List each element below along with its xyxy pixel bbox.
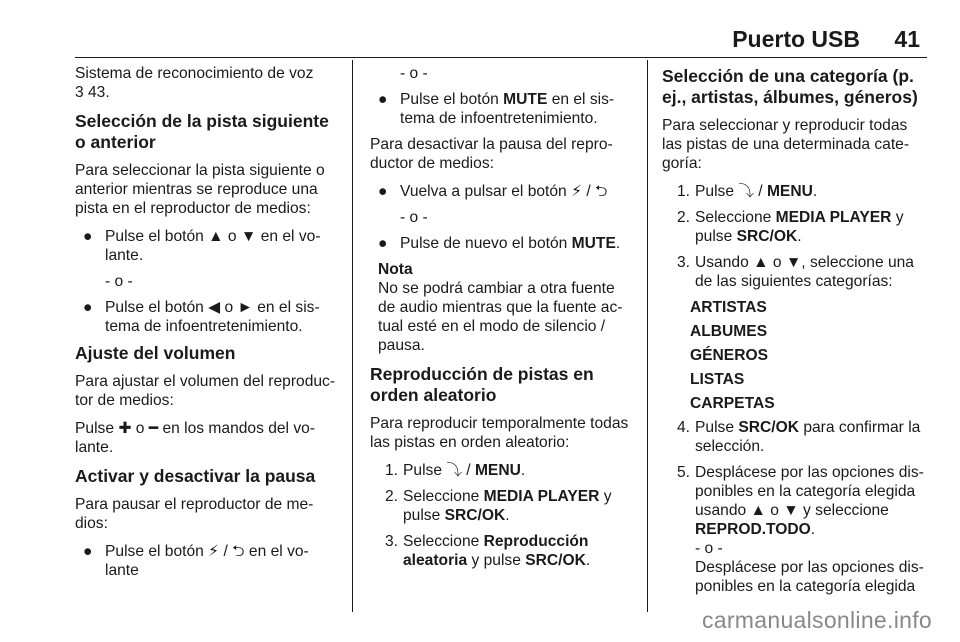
category-generos: GÉNEROS — [690, 347, 768, 364]
section-title: Puerto USB — [732, 26, 860, 52]
paragraph: Pulse ✚ o ━ en los mandos del vo- lante. — [75, 420, 316, 456]
intro-text: Sistema de reconocimiento de voz 3 43. — [75, 65, 314, 101]
header-rule — [75, 57, 927, 58]
bullet-icon: ● — [378, 91, 388, 108]
paragraph: Para ajustar el volumen del reproduc-tor de medios: — [75, 373, 336, 409]
heading-track-selection: Selección de la pista siguiente o anterior — [75, 111, 329, 152]
or-separator: - o - — [695, 540, 723, 557]
bullet-icon: ● — [378, 235, 388, 252]
paragraph: Para seleccionar la pista siguiente o anterior mientras se reproduce una pista en el reproductor de medios: — [75, 162, 325, 217]
heading-volume: Ajuste del volumen — [75, 343, 236, 363]
or-separator: - o - — [105, 273, 133, 290]
step-item: 3. Usando ▲ o ▼, seleccione una de las siguientes categorías: — [676, 254, 914, 290]
column-divider-2 — [647, 60, 648, 612]
note-box — [378, 260, 636, 355]
category-albumes: ALBUMES — [690, 323, 768, 340]
heading-random-playback: Reproducción de pistas en orden aleatorio — [370, 364, 594, 405]
paragraph: Para desactivar la pausa del repro-ductor de medios: — [370, 136, 613, 172]
list-item: ● Vuelva a pulsar el botón ⚡ / ⮌ — [370, 182, 636, 201]
note-text: No se podrá cambiar a otra fuente de audio mientras que la fuente ac-tual esté en el modo de silencio / pausa. — [378, 280, 623, 354]
list-item: ● Pulse el botón ▲ o ▼ en el vo- lante. — [75, 227, 343, 265]
bullet-icon: ● — [378, 183, 388, 200]
step-item: 5. Desplácese por las opciones dis-ponibles en la categoría elegida usando ▲ o ▼ y seleccione REPROD.TODO. - o - Desplácese por las opciones dis-ponibles en la categoría elegida — [676, 464, 924, 595]
column-3 — [662, 64, 930, 603]
page-number: 41 — [894, 26, 920, 52]
list-item: ● Pulse el botón ◀ o ► en el sis- tema de infoentretenimiento. — [75, 298, 343, 336]
list-item: ● Pulse de nuevo el botón MUTE. — [370, 234, 636, 253]
or-separator: - o - — [400, 65, 428, 82]
paragraph: Para reproducir temporalmente todas las pistas en orden aleatorio: — [370, 415, 629, 451]
step-item: 2. Seleccione MEDIA PLAYER y pulse SRC/OK. — [384, 488, 612, 524]
heading-pause: Activar y desactivar la pausa — [75, 466, 316, 486]
bullet-icon: ● — [83, 228, 93, 245]
page-header — [0, 26, 960, 56]
column-2 — [370, 64, 636, 577]
category-carpetas: CARPETAS — [690, 395, 775, 412]
column-1 — [75, 64, 343, 587]
step-item: 1. Pulse ⤵ / MENU. — [676, 183, 818, 200]
page-reference[interactable]: 3 43. — [75, 84, 110, 101]
watermark: carmanualsonline.info — [701, 607, 932, 633]
paragraph: Para pausar el reproductor de me-dios: — [75, 496, 314, 532]
step-item: 1. Pulse ⤵ / MENU. — [384, 462, 526, 479]
step-item: 3. Seleccione Reproducción aleatoria y pulse SRC/OK. — [384, 533, 591, 569]
list-item: ● Pulse el botón MUTE en el sis- tema de infoentretenimiento. — [370, 90, 636, 128]
step-item: 4. Pulse SRC/OK para confirmar la selección. — [676, 419, 921, 455]
category-artistas: ARTISTAS — [690, 299, 767, 316]
list-item: ● Pulse el botón ⚡ / ⮌ en el vo- lante — [75, 542, 343, 580]
or-separator: - o - — [400, 209, 428, 226]
heading-category-selection: Selección de una categoría (p. ej., artistas, álbumes, géneros) — [662, 66, 918, 107]
paragraph: Para seleccionar y reproducir todas las pistas de una determinada cate-goría: — [662, 117, 910, 172]
step-item: 2. Seleccione MEDIA PLAYER y pulse SRC/OK. — [676, 209, 904, 245]
column-divider-1 — [352, 60, 353, 612]
category-listas: LISTAS — [690, 371, 745, 388]
bullet-icon: ● — [83, 543, 93, 560]
note-title: Nota — [378, 261, 413, 278]
bullet-icon: ● — [83, 299, 93, 316]
